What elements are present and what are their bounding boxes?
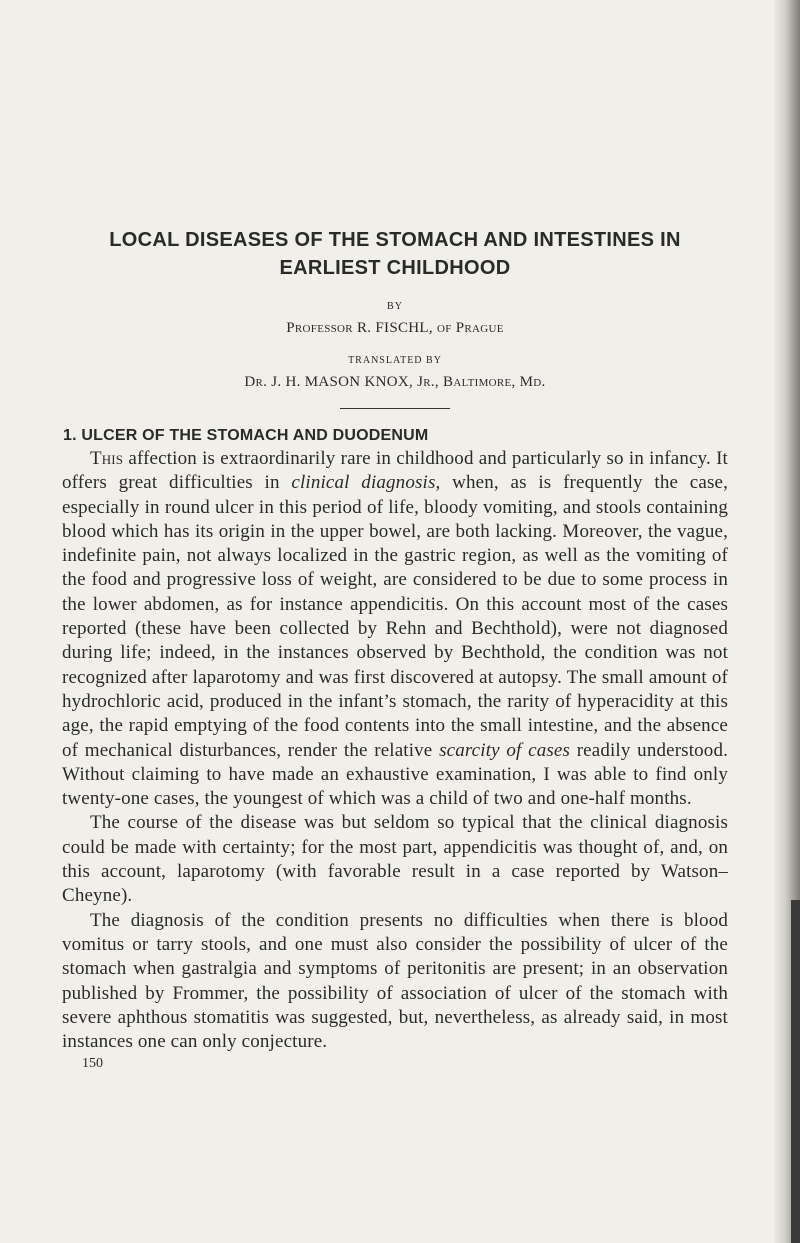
document-page [62, 226, 728, 1072]
translator-line: Dr. J. H. MASON KNOX, Jr., Baltimore, Md. [244, 374, 546, 390]
title-line-2: EARLIEST CHILDHOOD [279, 257, 511, 279]
paragraph-1-italic-1: clinical diagnosis, [291, 472, 441, 494]
page-edge-dark [791, 900, 800, 1243]
paragraph-1-text-b: when, as is frequently the case, especially in round ulcer in this period of life, bloody vomiting, and stools containing blood which has its origin in the upper bowel, are both lacking. Moreover, the vague, indefinite pain, not always localized in the gastric region, as well as the vomiting of the food and progressive loss of weight, are considered to be due to some process in the lower abdomen, as for instance appendicitis. On this account most of the cases reported (these have been collected by Rehn and Bechthold), were not diagnosed during life; indeed, in the instances observed by Bechthold, the condition was not recognized after laparotomy and was first discovered at autopsy. The small amount of hydrochloric acid, produced in the infant’s stomach, the rarity of hyperacidity at this age, the rapid emptying of the food contents into the small intestine, and the absence of mechanical disturbances, render the relative [62, 472, 728, 761]
translated-by-label: TRANSLATED BY [348, 355, 442, 366]
by-label: BY [387, 301, 403, 312]
title-line-1: LOCAL DISEASES OF THE STOMACH AND INTESTINES IN [109, 229, 681, 251]
paragraph-2: The course of the disease was but seldom so typical that the clinical diagnosis could be made with certainty; for the most part, appendicitis was thought of, and, on this account, laparotomy (with favorable result in a case reported by Watson–Cheyne). [62, 812, 728, 907]
page-number: 150 [82, 1056, 103, 1072]
section-heading: 1. ULCER OF THE STOMACH AND DUODENUM [63, 427, 429, 444]
divider-rule [340, 408, 450, 409]
paragraph-1-text-c: readily understood. Without claiming to have made an exhaustive examination, I was able to find only twenty-one cases, the youngest of which was a child of two and one-half months. [62, 739, 728, 810]
paragraph-1 [62, 447, 728, 811]
paragraph-3: The diagnosis of the condition presents no difficulties when there is blood vomitus or tarry stools, and one must also consider the possibility of ulcer of the stomach when gastralgia and symptoms of peritonitis are present; in an observation published by Frommer, the possibility of association of ulcer of the stomach with severe aphthous stomatitis was suggested, but, nevertheless, as already said, in most instances one can only conjecture. [62, 909, 728, 1053]
paragraph-1-text-a: affection is extraordinarily rare in childhood and particularly so in infancy. It offers great difficulties in [62, 448, 728, 494]
paragraph-1-italic-2: scarcity of cases [439, 739, 571, 761]
paragraph-1-lead: This [90, 448, 124, 469]
author-line: Professor R. FISCHL, of Prague [286, 320, 504, 336]
